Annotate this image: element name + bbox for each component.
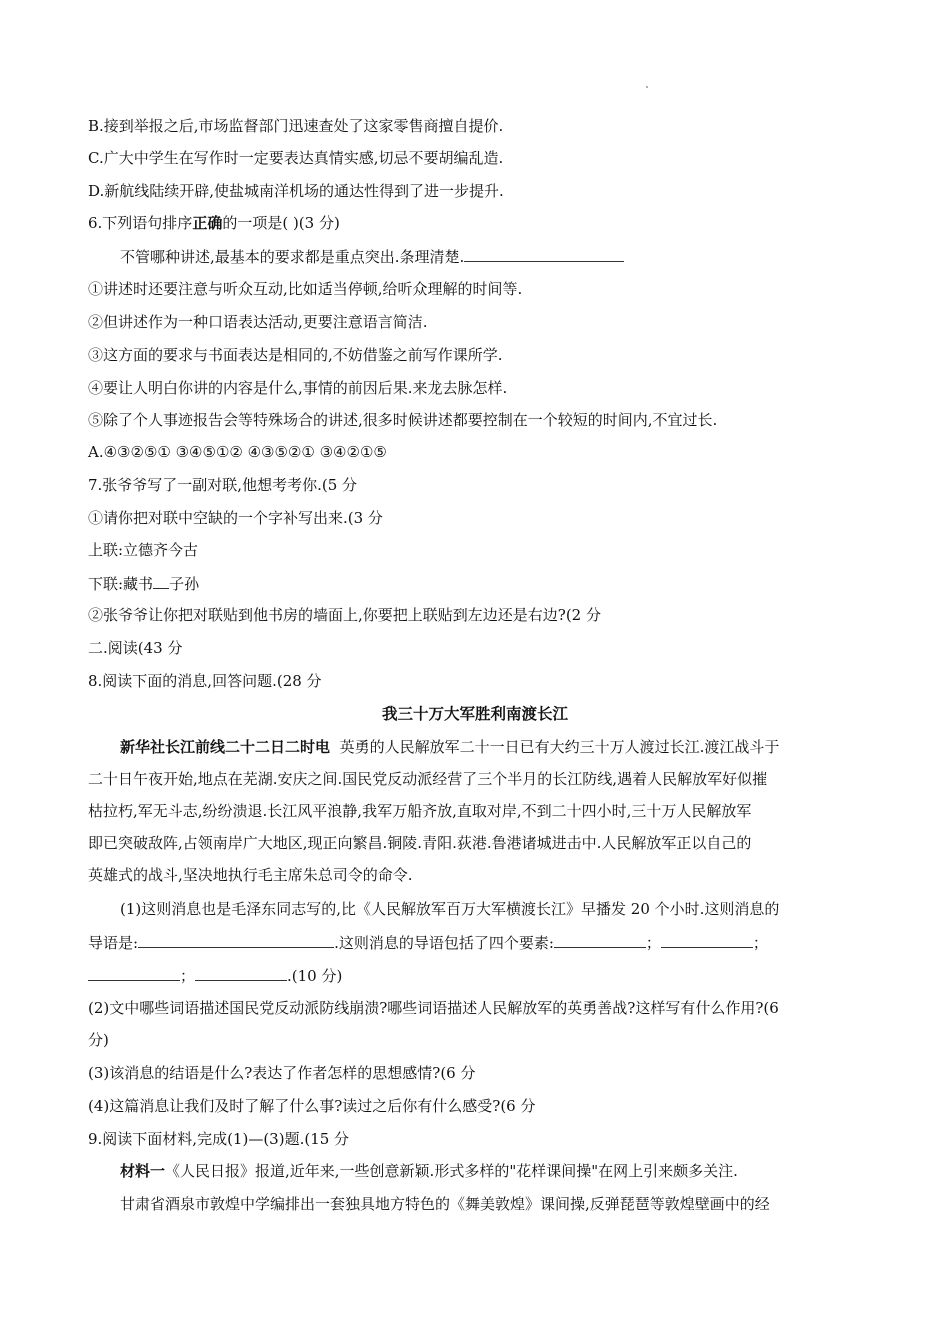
- q9-stem: 9.阅读下面材料,完成(1)—(3)题.(15 分: [88, 1130, 350, 1148]
- q9-material-1: 材料一《人民日报》报道,近年来,一些创意新颖.形式多样的"花样课间操"在网上引来颇多关注.: [120, 1162, 738, 1180]
- answer-blank[interactable]: [661, 932, 753, 948]
- q8-sub-1-line-3: ； .(10 分): [88, 965, 342, 986]
- q6-sentence-3: ③这方面的要求与书面表达是相同的,不妨借鉴之前写作课所学.: [88, 346, 503, 364]
- q8-sub-2-line-2: 分): [88, 1031, 109, 1049]
- news-line-5: 英雄式的战斗,坚决地执行毛主席朱总司令的命令.: [88, 866, 413, 884]
- q8-stem: 8.阅读下面的消息,回答问题.(28 分: [88, 672, 322, 690]
- q7-part-1: ①请你把对联中空缺的一个字补写出来.(3 分: [88, 509, 383, 527]
- news-line-2: 二十日午夜开始,地点在芜湖.安庆之间.国民党反动派经营了三个半月的长江防线,遇着人民解放军好似摧: [88, 770, 768, 788]
- q6-lead: 不管哪种讲述,最基本的要求都是重点突出.条理清楚.: [120, 246, 624, 267]
- couplet-lower: 下联:藏书 子孙: [88, 575, 200, 593]
- q6-sentence-1: ①讲述时还要注意与听众互动,比如适当停顿,给听众理解的时间等.: [88, 280, 523, 298]
- news-line-1: 新华社长江前线二十二日二时电 英勇的人民解放军二十一日已有大约三十万人渡过长江.渡江战斗于: [120, 738, 780, 756]
- q5-option-d: D.新航线陆续开辟,使盐城南洋机场的通达性得到了进一步提升.: [88, 182, 504, 200]
- q5-option-b: B.接到举报之后,市场监督部门迅速查处了这家零售商擅自提价.: [88, 117, 504, 135]
- q7-part-2: ②张爷爷让你把对联贴到他书房的墙面上,你要把上联贴到左边还是右边?(2 分: [88, 606, 601, 624]
- q6-sentence-5: ⑤除了个人事迹报告会等特殊场合的讲述,很多时候讲述都要控制在一个较短的时间内,不宜过长.: [88, 411, 718, 429]
- q6-sentence-2: ②但讲述作为一种口语表达活动,更要注意语言简洁.: [88, 313, 428, 331]
- news-title: 我三十万大军胜利南渡长江: [381, 704, 568, 723]
- q8-sub-3: (3)该消息的结语是什么?表达了作者怎样的思想感情?(6 分: [88, 1064, 476, 1082]
- answer-blank[interactable]: [464, 246, 624, 262]
- answer-blank[interactable]: [88, 965, 180, 981]
- q9-material-line-2: 甘肃省酒泉市敦煌中学编排出一套独具地方特色的《舞美敦煌》课间操,反弹琵琶等敦煌壁画中的经: [120, 1195, 770, 1213]
- q6-stem-emphasis: 正确: [192, 214, 223, 232]
- answer-blank[interactable]: [195, 965, 287, 981]
- header-mark: [646, 86, 648, 88]
- q6-stem: 6.下列语句排序正确的一项是( )(3 分): [88, 214, 340, 232]
- q8-sub-4: (4)这篇消息让我们及时了解了什么事?读过之后你有什么感受?(6 分: [88, 1097, 536, 1115]
- q8-sub-1-line-1: (1)这则消息也是毛泽东同志写的,比《人民解放军百万大军横渡长江》早播发 20 个小时.这则消息的: [120, 900, 780, 918]
- news-line-3: 枯拉朽,军无斗志,纷纷溃退.长江风平浪静,我军万船齐放,直取对岸,不到二十四小时,三十万人民解放军: [88, 802, 752, 820]
- news-line-4: 即已突破敌阵,占领南岸广大地区,现正向繁昌.铜陵.青阳.荻港.鲁港诸城进击中.人民解放军正以自己的: [88, 834, 752, 852]
- q7-stem: 7.张爷爷写了一副对联,他想考考你.(5 分: [88, 476, 358, 494]
- answer-blank[interactable]: [138, 932, 334, 948]
- q6-sentence-4: ④要让人明白你讲的内容是什么,事情的前因后果.来龙去脉怎样.: [88, 379, 508, 397]
- q6-options: A.④③②⑤① ③④⑤①② ④③⑤②① ③④②①⑤: [88, 443, 387, 461]
- q5-option-c: C.广大中学生在写作时一定要表达真情实感,切忌不要胡编乱造.: [88, 149, 504, 167]
- answer-blank[interactable]: [554, 932, 646, 948]
- q8-sub-2-line-1: (2)文中哪些词语描述国民党反动派防线崩溃?哪些词语描述人民解放军的英勇善战?这样写有什么作用?(6: [88, 999, 779, 1017]
- section-heading: 二.阅读(43 分: [88, 639, 183, 657]
- news-dateline: 新华社长江前线二十二日二时电: [120, 738, 331, 756]
- couplet-upper: 上联:立德齐今古: [88, 541, 199, 559]
- answer-blank[interactable]: [153, 573, 169, 589]
- q8-sub-1-line-2: 导语是: .这则消息的导语包括了四个要素: ； ；: [88, 934, 768, 952]
